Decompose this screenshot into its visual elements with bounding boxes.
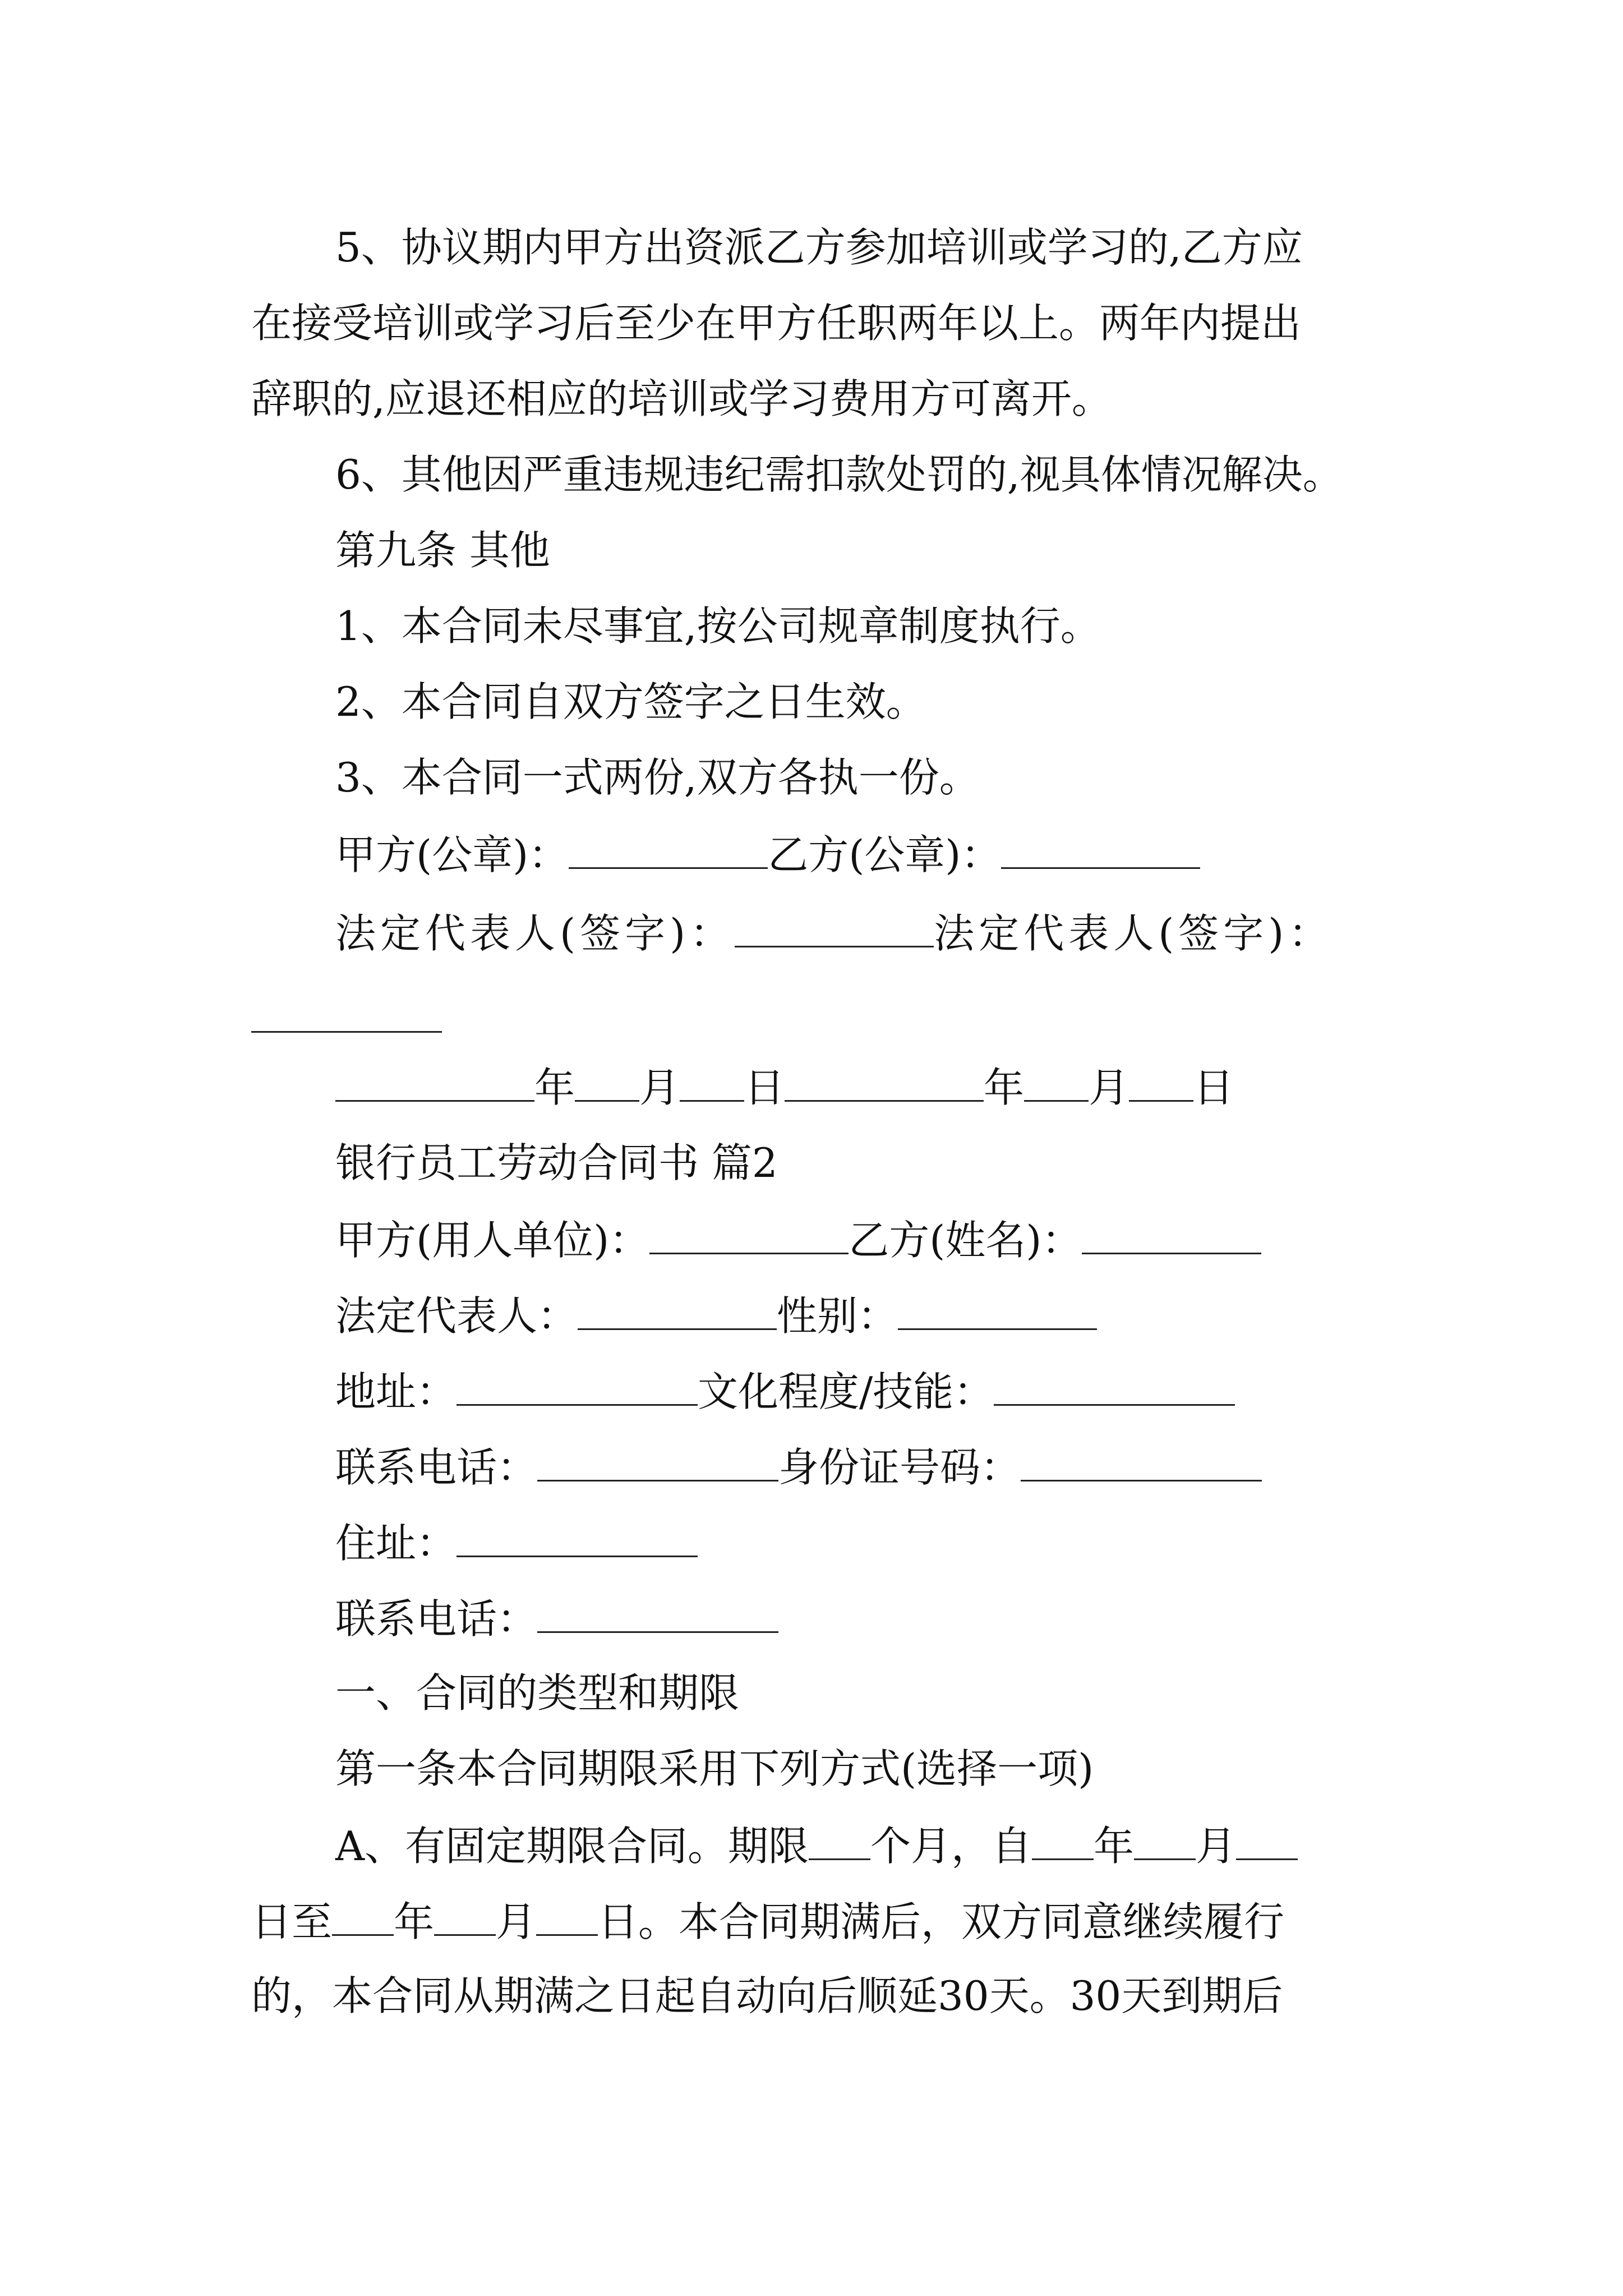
phone2-line	[335, 1595, 778, 1643]
gender-label: 性别：	[777, 1292, 898, 1340]
legal-rep-a-blank[interactable]	[735, 912, 934, 947]
party-a-seal-blank[interactable]	[569, 833, 768, 869]
residence-label: 住址：	[335, 1520, 457, 1567]
month-a-label: 月	[639, 1064, 680, 1112]
year-b-label: 年	[984, 1064, 1025, 1112]
address-label: 地址：	[335, 1368, 457, 1416]
id-number-label: 身份证号码：	[778, 1444, 1021, 1492]
option-a-text-5: 日至	[251, 1898, 333, 1946]
year-a-label: 年	[534, 1064, 575, 1112]
phone-blank[interactable]	[537, 1446, 778, 1481]
paragraph-6: 6、其他因严重违规违纪需扣款处罚的,视具体情况解决。	[335, 451, 1343, 498]
chapter-1-title: 一、合同的类型和期限	[335, 1669, 740, 1717]
month-b-label: 月	[1089, 1064, 1129, 1112]
day-a-label: 日	[744, 1064, 785, 1112]
article-9-item-3: 3、本合同一式两份,双方各执一份。	[335, 754, 980, 801]
seal-line	[335, 831, 1200, 879]
legal-rep-b-label: 法定代表人(签字)：	[934, 910, 1334, 958]
legal-rep-label: 法定代表人：	[335, 1292, 578, 1340]
day-a-blank[interactable]	[680, 1066, 744, 1102]
legal-rep-gender-line	[335, 1292, 1097, 1340]
start-month-blank[interactable]	[1134, 1824, 1196, 1860]
employer-employee-line	[335, 1217, 1261, 1264]
legal-rep-blank[interactable]	[578, 1294, 777, 1330]
phone2-blank[interactable]	[537, 1597, 778, 1633]
employee-name-label: 乙方(姓名)：	[849, 1217, 1082, 1264]
option-a-text-1: A、有固定期限合同。期限	[335, 1823, 809, 1870]
option-a-text-4: 月	[1196, 1823, 1237, 1870]
article-9-item-1: 1、本合同未尽事宜,按公司规章制度执行。	[335, 602, 1101, 650]
phone2-label: 联系电话：	[335, 1595, 538, 1643]
education-blank[interactable]	[994, 1370, 1235, 1406]
address-blank[interactable]	[457, 1370, 698, 1406]
phone-label: 联系电话：	[335, 1444, 538, 1492]
month-b-blank[interactable]	[1024, 1066, 1089, 1102]
option-a-line-1	[335, 1823, 1298, 1870]
paragraph-5-line-3: 辞职的,应退还相应的培训或学习费用方可离开。	[251, 375, 1112, 422]
legal-rep-sign-line	[335, 910, 1334, 958]
option-a-text-3: 年	[1094, 1823, 1135, 1870]
start-day-blank[interactable]	[1236, 1824, 1298, 1860]
address-education-line	[335, 1368, 1235, 1416]
start-year-blank[interactable]	[1032, 1824, 1094, 1860]
term-months-blank[interactable]	[809, 1824, 870, 1860]
article-9-item-2: 2、本合同自双方签字之日生效。	[335, 678, 926, 725]
party-a-seal-label: 甲方(公章)：	[335, 831, 569, 879]
employee-name-blank[interactable]	[1082, 1218, 1261, 1254]
phone-id-line	[335, 1444, 1262, 1492]
legal-rep-a-label: 法定代表人(签字)：	[335, 910, 735, 958]
section-2-title: 银行员工劳动合同书 篇2	[335, 1139, 778, 1186]
party-b-seal-blank[interactable]	[1001, 833, 1200, 869]
end-day-blank[interactable]	[536, 1900, 598, 1936]
month-a-blank[interactable]	[575, 1066, 639, 1102]
employer-blank[interactable]	[649, 1218, 849, 1254]
legal-rep-b-blank[interactable]	[251, 1031, 442, 1033]
year-a-blank[interactable]	[335, 1066, 534, 1102]
date-line	[335, 1064, 1234, 1112]
id-number-blank[interactable]	[1021, 1446, 1262, 1481]
education-label: 文化程度/技能：	[698, 1368, 994, 1416]
employer-label: 甲方(用人单位)：	[335, 1217, 650, 1264]
paragraph-5-line-1: 5、协议期内甲方出资派乙方参加培训或学习的,乙方应	[335, 224, 1303, 271]
article-1-text: 第一条本合同期限采用下列方式(选择一项)	[335, 1745, 1094, 1792]
option-a-text-6: 年	[394, 1898, 435, 1946]
day-b-blank[interactable]	[1129, 1066, 1193, 1102]
option-a-text-7: 月	[496, 1898, 537, 1946]
end-month-blank[interactable]	[434, 1900, 496, 1936]
option-a-text-8: 日。本合同期满后，双方同意继续履行	[598, 1898, 1285, 1946]
party-b-seal-label: 乙方(公章)：	[768, 831, 1002, 879]
residence-line	[335, 1520, 698, 1567]
residence-blank[interactable]	[457, 1521, 698, 1557]
option-a-line-2	[251, 1898, 1285, 1946]
year-b-blank[interactable]	[785, 1066, 984, 1102]
article-9-title: 第九条 其他	[335, 527, 550, 574]
option-a-line-3: 的，本合同从期满之日起自动向后顺延30天。30天到期后	[251, 1972, 1283, 2019]
gender-blank[interactable]	[898, 1294, 1097, 1330]
paragraph-5-line-2: 在接受培训或学习后至少在甲方任职两年以上。两年内提出	[251, 300, 1302, 347]
day-b-label: 日	[1193, 1064, 1234, 1112]
option-a-text-2: 个月，自	[870, 1823, 1032, 1870]
end-year-blank[interactable]	[332, 1900, 394, 1936]
